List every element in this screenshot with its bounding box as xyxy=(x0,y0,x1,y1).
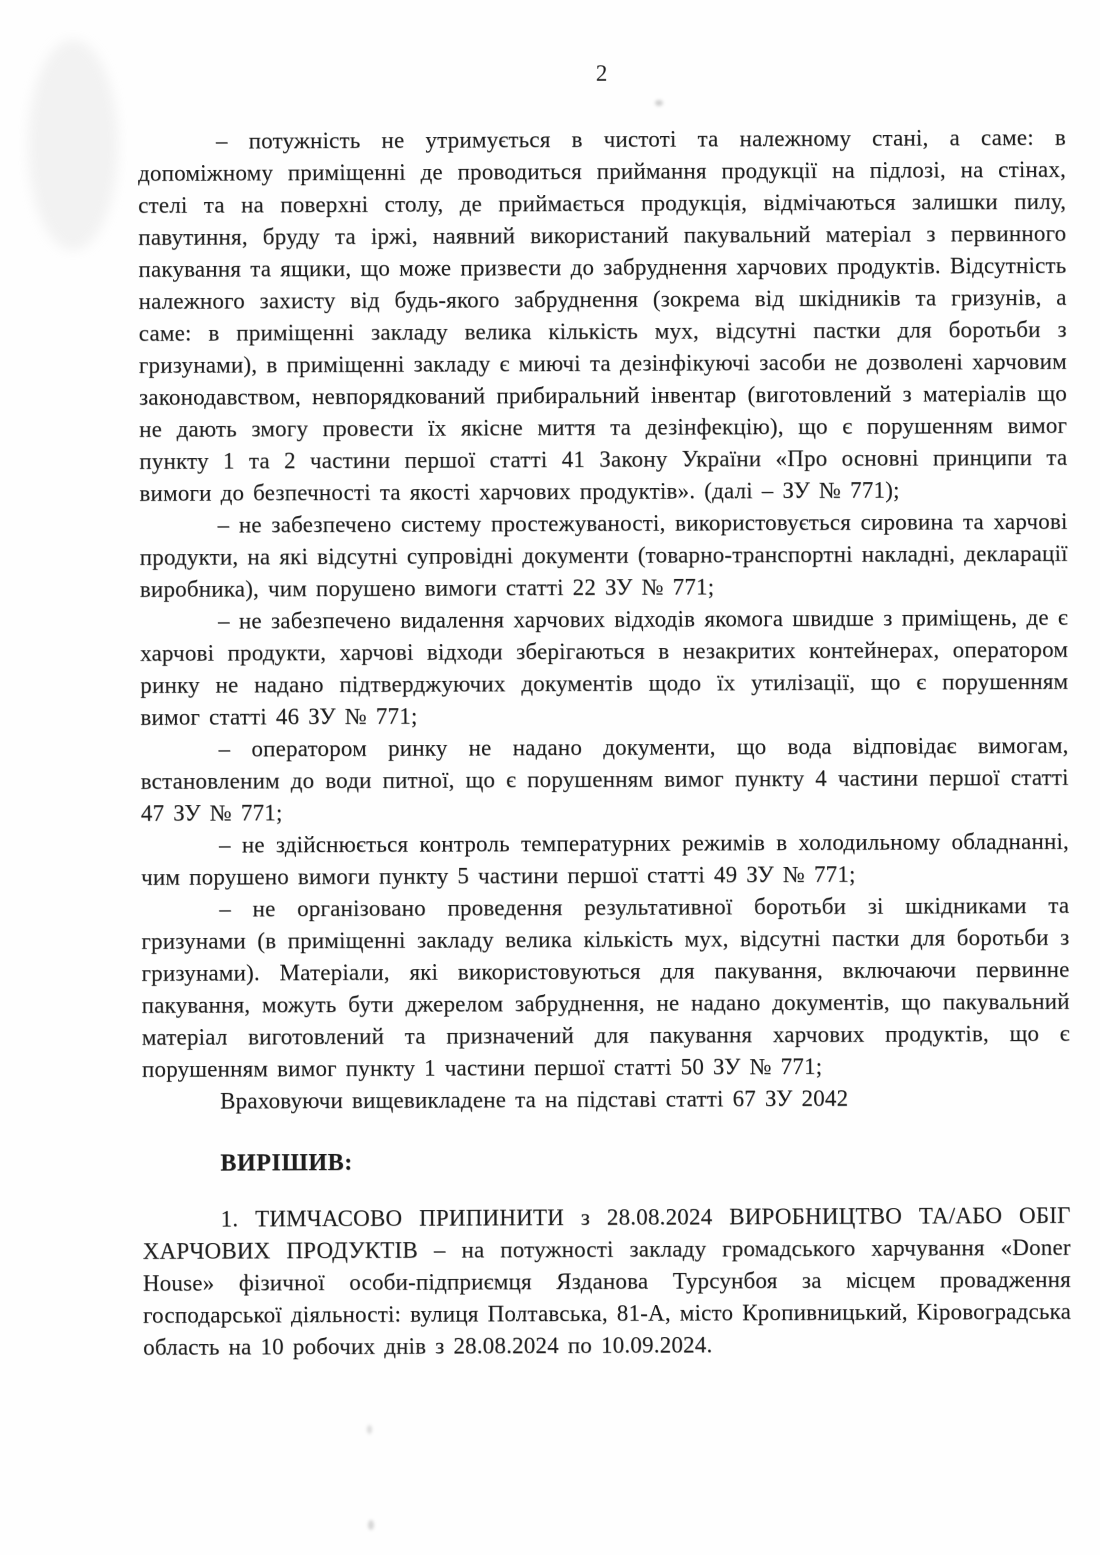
decision-paragraph: 1. ТИМЧАСОВО ПРИПИНИТИ з 28.08.2024 ВИРОБНИЦТВО ТА/АБО ОБІГ ХАРЧОВИХ ПРОДУКТІВ – на потужності закладу громадського харчування «Doner House» фізичної особи-підприємця Язданова Турсунбоя за місцем провадження господарської діяльності: вулиця Полтавська, 81-А, місто Кропивницький, Кіровоградська область на 10 робочих днів з 28.08.2024 по 10.09.2024. xyxy=(142,1202,1072,1360)
violation-paragraph: – не організовано проведення результативної боротьби зі шкідниками та гризунами (в приміщенні закладу велика кількість мух, відсутні пастки для боротьби з гризунами). Матеріали, які використовуються для пакування, включаючи первинне пакування, можуть бути джерелом забруднення, не надано документів, що пакувальний матеріал виготовлений та призначений для пакування харчових продуктів, що є порушенням вимог пункту 1 частини першої статті 50 ЗУ № 771; xyxy=(141,892,1070,1082)
closing-paragraph: Враховуючи вищевикладене та на підставі статті 67 ЗУ 2042 xyxy=(220,1085,849,1114)
decision-heading: ВИРІШИВ: xyxy=(220,1149,353,1177)
violation-paragraph: – не забезпечено видалення харчових відходів якомога швидше з приміщень, де є харчові продукти, харчові відходи зберігаються в незакритих контейнерах, оператором ринку не надано підтверджуючих документів щодо їх утилізації, що є порушенням вимог статті 46 ЗУ № 771; xyxy=(140,604,1069,730)
page-number: 2 xyxy=(595,60,608,86)
violation-paragraph: – потужність не утримується в чистоті та належному стані, а саме: в допоміжному приміщенні де проводиться приймання продукції на підлозі, на стінах, стелі та на поверхні столу, де приймається продукція, відмічаються залишки пилу, павутиння, бруду та іржі, наявний використаний пакувальний матеріал з первинного пакування та ящики, що може призвести до забруднення харчових продуктів. Відсутність належного захисту від будь-якого забруднення (зокрема від шкідників та гризунів, а саме: в приміщенні закладу велика кількість мух, відсутні пастки для боротьби з гризунами), в приміщенні закладу є миючі та дезінфікуючі засоби не дозволені харчовим законодавством, невпорядкований прибиральний інвентар (виготовлений з матеріалів що не дають змогу провести їх якісне миття та дезінфекцію), що є порушенням вимог пункту 1 та 2 частини першої статті 41 Закону України «Про основні принципи та вимоги до безпечності та якості харчових продуктів». (далі – ЗУ № 771); xyxy=(137,124,1068,506)
violation-paragraph: – не забезпечено систему простежуваності, використовується сировина та харчові продукти, на які відсутні супровідні документи (товарно-транспортні накладні, декларації виробника), чим порушено вимоги статті 22 ЗУ № 771; xyxy=(139,508,1068,602)
violation-paragraph: – не здійснюється контроль температурних режимів в холодильному обладнанні, чим порушено вимоги пункту 5 частини першої статті 49 ЗУ № 771; xyxy=(141,828,1070,890)
violation-paragraph: – оператором ринку не надано документи, що вода відповідає вимогам, встановленим до води питної, що є порушенням вимог пункту 4 частини першої статті 47 ЗУ № 771; xyxy=(140,732,1069,826)
